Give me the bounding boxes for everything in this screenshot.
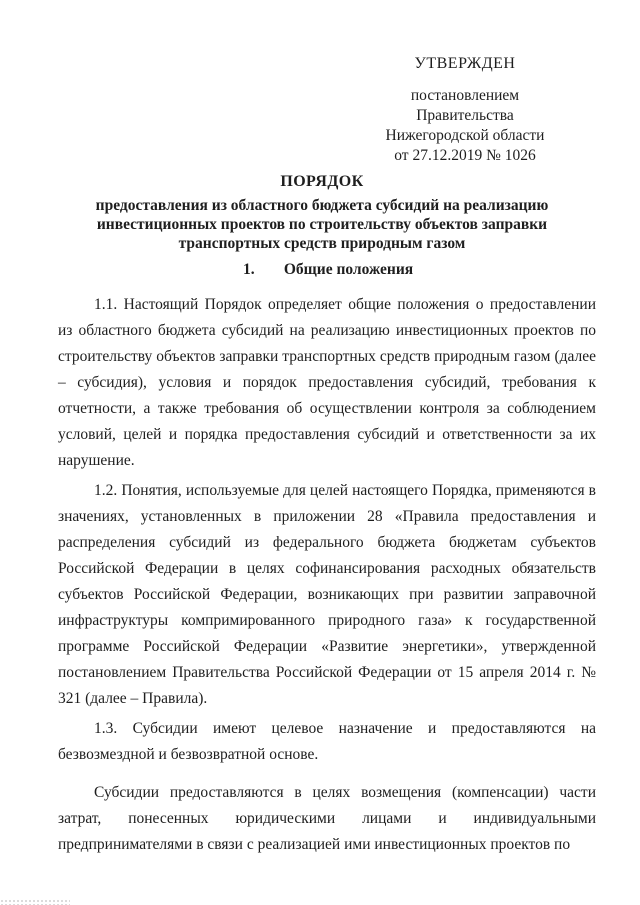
title-line-1: предоставления из областного бюджета субсидий на реализацию [95,197,549,214]
section-number: 1. [243,261,255,278]
title-line-2: инвестиционных проектов по строительству объектов заправки [96,216,548,233]
document-title [80,172,564,253]
approval-line-2: Нижегородской области [385,127,545,144]
paragraph-1-2: 1.2. Понятия, используемые для целей настоящего Порядка, применяются в значениях, установленных в приложении 28 «Правила предоставления и распределения субсидий из федерального бюджета бюджетам субъектов Российской Федерации в целях софинансирования расходных обязательств субъектов Российской Федерации, возникающих при развитии заправочной инфраструктуры компримированного природного газа» к государственной программе Российской Федерации «Развитие энергетики», утвержденной постановлением Правительства Российской Федерации от 15 апреля 2014 г. № 321 (далее – Правила). [58,482,596,707]
section-title: Общие положения [283,261,414,278]
body-text [58,292,596,862]
paragraph-1-3: 1.3. Субсидии имеют целевое назначение и предоставляются на безвозмездной и безвозвратной основе. [58,720,596,763]
paragraph-1-1: 1.1. Настоящий Порядок определяет общие положения о предоставлении из областного бюджета субсидий на реализацию инвестиционных проектов по строительству объектов заправки транспортных средств природным газом (далее – субсидия), условия и порядок предоставления субсидий, требования к отчетности, а также требования об осуществлении контроля за соблюдением условий, целей и порядка предоставления субсидий и ответственности за их нарушение. [58,296,596,469]
approval-label: УТВЕРЖДЕН [414,55,516,72]
title-heading: ПОРЯДОК [280,173,364,190]
approval-line-3: от 27.12.2019 № 1026 [394,147,536,164]
approval-stamp [362,54,568,166]
scan-artifact [0,899,70,905]
paragraph-subsidy-purpose: Субсидии предоставляются в целях возмещения (компенсации) части затрат, понесенных юридическими лицами и индивидуальными предпринимателями в связи с реализацией ими инвестиционных проектов по [58,784,596,853]
approval-line-1: постановлением Правительства [410,87,520,124]
title-line-3: транспортных средств природным газом [178,235,466,252]
section-heading [243,261,413,279]
